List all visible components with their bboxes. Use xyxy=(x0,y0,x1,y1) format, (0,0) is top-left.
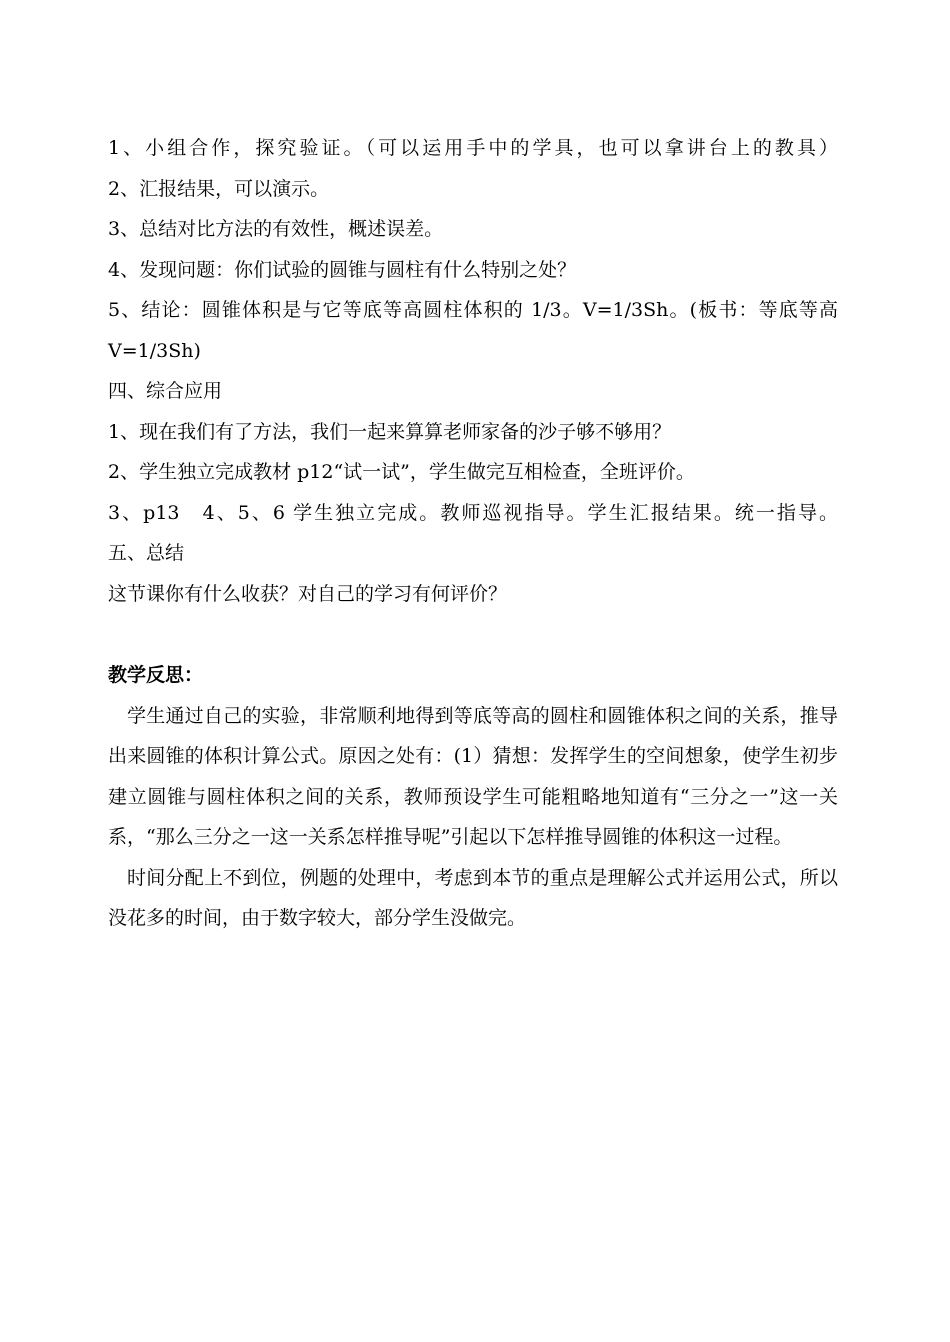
step-1: 1、小组合作，探究验证。（可以运用手中的学具，也可以拿讲台上的教具） xyxy=(108,137,838,159)
reflection-paragraph-1: 学生通过自己的实验，非常顺利地得到等底等高的圆柱和圆锥体积之间的关系，推导出来圆锥的体积计算公式。原因之处有：(1）猜想：发挥学生的空间想象，使学生初步建立圆锥与圆柱体积之间的关系，教师预设学生可能粗略地知道有“三分之一”这一关系，“那么三分之一这一关系怎样推导呢”引起以下怎样推导圆锥的体积这一过程。 xyxy=(108,704,838,848)
section-4-item-3: 3、p13 4、5、6 学生独立完成。教师巡视指导。学生汇报结果。统一指导。 xyxy=(108,501,838,524)
step-4: 4、发现问题：你们试验的圆锥与圆柱有什么特别之处？ xyxy=(108,258,577,281)
section-5-title: 五、总结 xyxy=(108,542,185,564)
document-page xyxy=(108,128,838,939)
section-5-text: 这节课你有什么收获？对自己的学习有何评价？ xyxy=(108,582,508,605)
step-2: 2、汇报结果，可以演示。 xyxy=(108,177,330,200)
section-4-item-1: 1、现在我们有了方法，我们一起来算算老师家备的沙子够不够用？ xyxy=(108,420,672,443)
reflection-heading: 教学反思： xyxy=(108,664,204,686)
section-4-title: 四、综合应用 xyxy=(108,380,223,402)
step-5: 5、结论：圆锥体积是与它等底等高圆柱体积的 1/3。V=1/3Sh。(板书：等底等高 xyxy=(108,299,838,321)
step-5-continuation: V=1/3Sh) xyxy=(108,339,201,362)
step-3: 3、总结对比方法的有效性，概述误差。 xyxy=(108,218,444,240)
reflection-paragraph-2: 时间分配上不到位，例题的处理中，考虑到本节的重点是理解公式并运用公式，所以没花多的时间，由于数字较大，部分学生没做完。 xyxy=(108,866,838,929)
section-4-item-2: 2、学生独立完成教材 p12“试一试”，学生做完互相检查，全班评价。 xyxy=(108,461,695,483)
